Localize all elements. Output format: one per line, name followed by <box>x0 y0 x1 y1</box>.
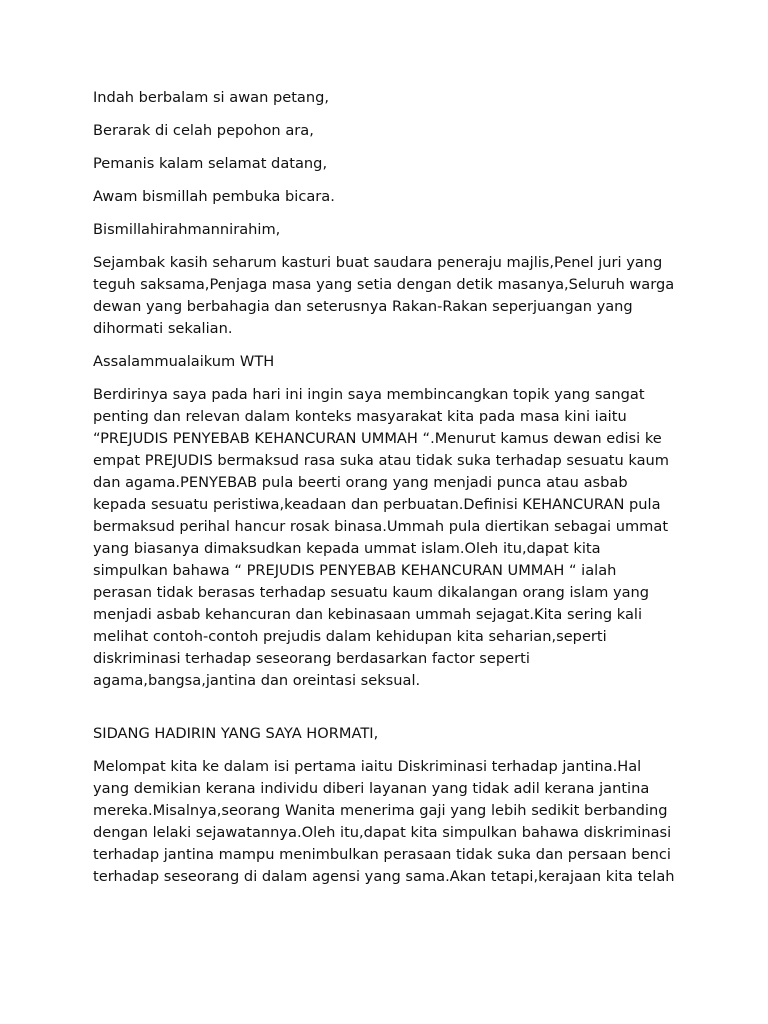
text-line: Indah berbalam si awan petang, <box>93 89 330 106</box>
text-line: simpulkan bahawa “ PREJUDIS PENYEBAB KEHANCURAN UMMAH “ ialah <box>93 562 617 579</box>
text-line: menjadi asbab kehancuran dan kebinasaan ummah sejagat.Kita sering kali <box>93 606 643 623</box>
text-line: Berdirinya saya pada hari ini ingin saya membincangkan topik yang sangat <box>93 386 645 403</box>
paragraph <box>93 756 693 888</box>
text-line: agama,bangsa,jantina dan oreintasi seksual. <box>93 672 421 689</box>
text-line: Bismillahirahmannirahim, <box>93 221 281 238</box>
text-line: mereka.Misalnya,seorang Wanita menerima gaji yang lebih sedikit berbanding <box>93 802 668 819</box>
text-line: empat PREJUDIS bermaksud rasa suka atau tidak suka terhadap sesuatu kaum <box>93 452 669 469</box>
document-body <box>93 87 693 899</box>
text-line: Assalammualaikum WTH <box>93 353 275 370</box>
text-line: SIDANG HADIRIN YANG SAYA HORMATI, <box>93 725 379 742</box>
text-line: yang biasanya dimaksudkan kepada ummat islam.Oleh itu,dapat kita <box>93 540 601 557</box>
paragraph <box>93 120 693 142</box>
text-line: terhadap seseorang di dalam agensi yang sama.Akan tetapi,kerajaan kita telah <box>93 868 675 885</box>
text-line: perasan tidak berasas terhadap sesuatu kaum dikalangan orang islam yang <box>93 584 650 601</box>
paragraph <box>93 87 693 109</box>
text-line: “PREJUDIS PENYEBAB KEHANCURAN UMMAH “.Menurut kamus dewan edisi ke <box>93 430 662 447</box>
text-line: diskriminasi terhadap seseorang berdasarkan factor seperti <box>93 650 530 667</box>
paragraph <box>93 384 693 692</box>
text-line: Pemanis kalam selamat datang, <box>93 155 328 172</box>
text-line: penting dan relevan dalam konteks masyarakat kita pada masa kini iaitu <box>93 408 627 425</box>
paragraph <box>93 252 693 340</box>
text-line: yang demikian kerana individu diberi layanan yang tidak adil kerana jantina <box>93 780 650 797</box>
text-line: terhadap jantina mampu menimbulkan perasaan tidak suka dan persaan benci <box>93 846 671 863</box>
text-line: Berarak di celah pepohon ara, <box>93 122 314 139</box>
paragraph <box>93 723 693 745</box>
text-line: dihormati sekalian. <box>93 320 233 337</box>
text-line: Melompat kita ke dalam isi pertama iaitu Diskriminasi terhadap jantina.Hal <box>93 758 642 775</box>
text-line: bermaksud perihal hancur rosak binasa.Ummah pula diertikan sebagai ummat <box>93 518 669 535</box>
text-line: dan agama.PENYEBAB pula beerti orang yang menjadi punca atau asbab <box>93 474 628 491</box>
paragraph <box>93 219 693 241</box>
text-line: dengan lelaki sejawatannya.Oleh itu,dapat kita simpulkan bahawa diskriminasi <box>93 824 672 841</box>
paragraph <box>93 186 693 208</box>
text-line: Sejambak kasih seharum kasturi buat saudara peneraju majlis,Penel juri yang <box>93 254 663 271</box>
text-line: teguh saksama,Penjaga masa yang setia dengan detik masanya,Seluruh warga <box>93 276 675 293</box>
text-line: Awam bismillah pembuka bicara. <box>93 188 335 205</box>
text-line: dewan yang berbahagia dan seterusnya Rakan-Rakan seperjuangan yang <box>93 298 633 315</box>
text-line: melihat contoh-contoh prejudis dalam kehidupan kita seharian,seperti <box>93 628 607 645</box>
text-line: kepada sesuatu peristiwa,keadaan dan perbuatan.Definisi KEHANCURAN pula <box>93 496 661 513</box>
paragraph <box>93 351 693 373</box>
paragraph <box>93 153 693 175</box>
